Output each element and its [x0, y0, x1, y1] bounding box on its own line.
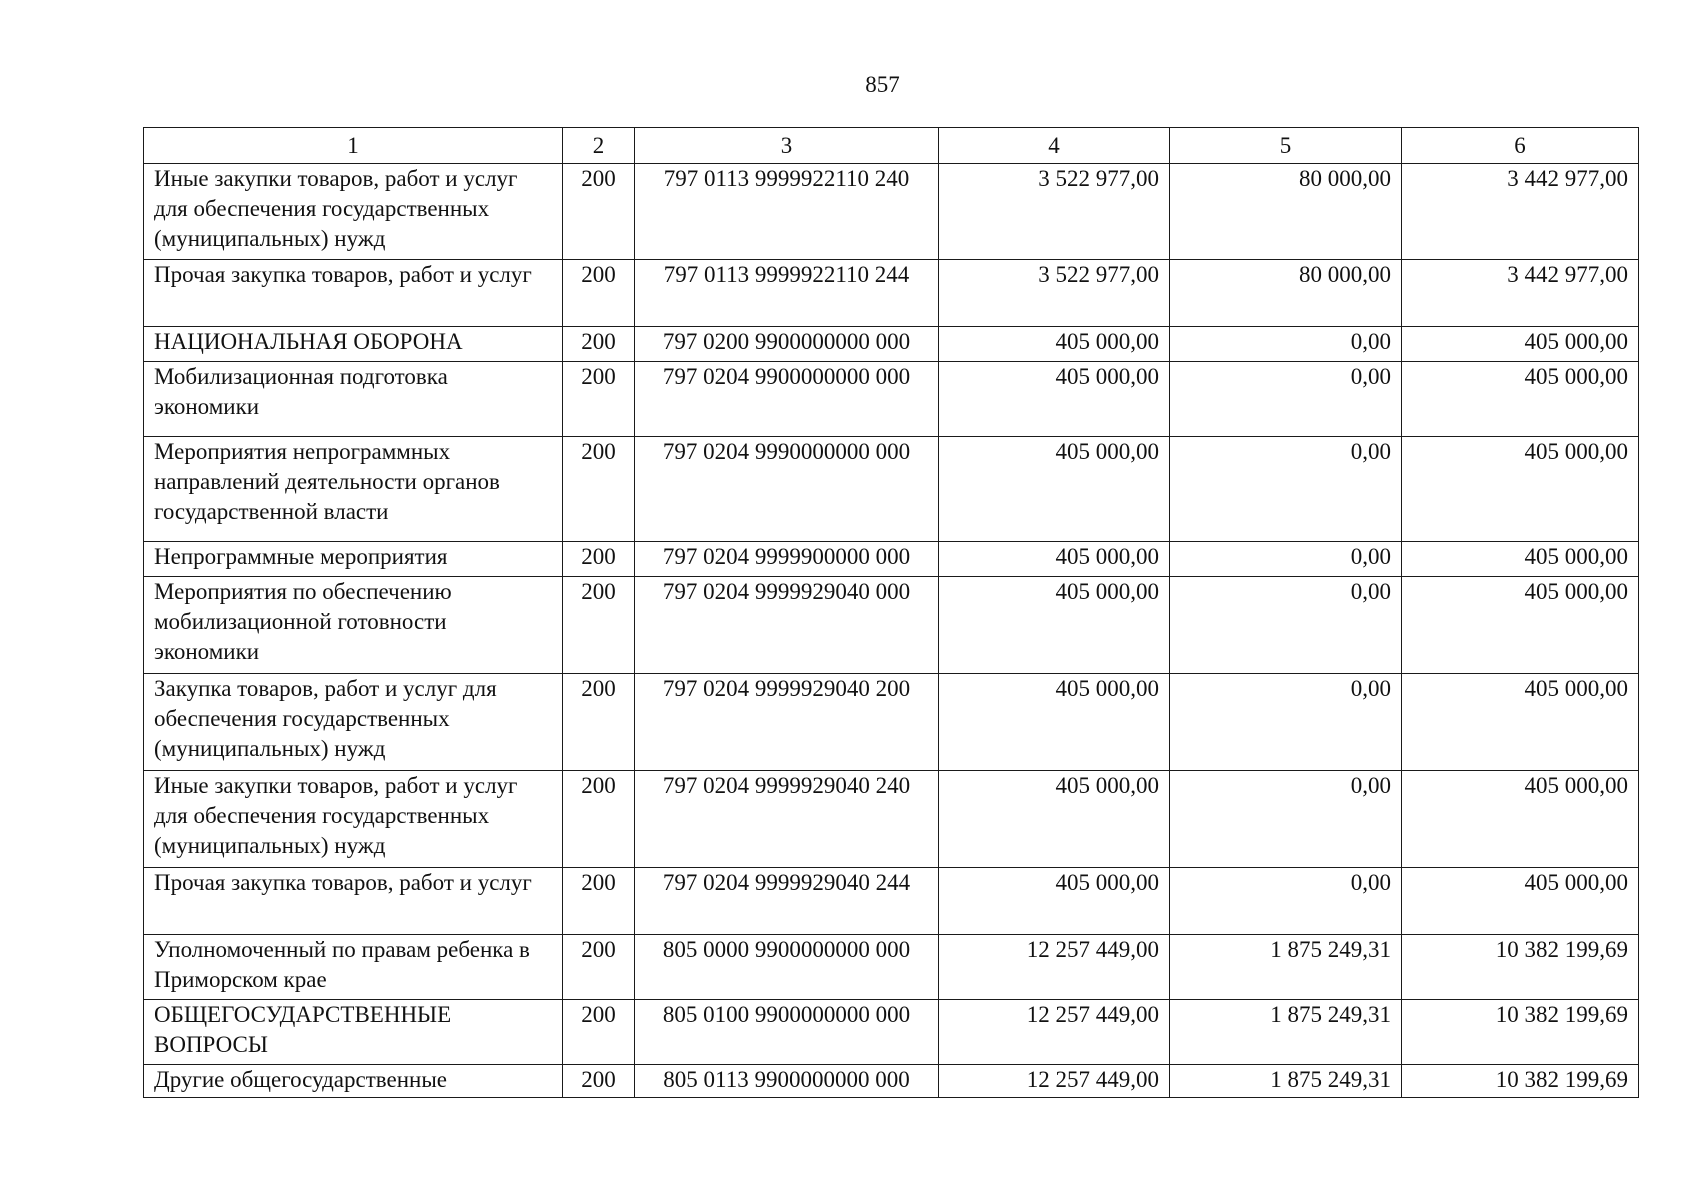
table-row — [144, 260, 1639, 327]
table-row — [144, 1065, 1639, 1098]
table-row — [144, 362, 1639, 437]
row-value-4: 405 000,00 — [939, 327, 1170, 362]
row-name: НАЦИОНАЛЬНАЯ ОБОРОНА — [144, 327, 563, 362]
row-code: 200 — [563, 327, 635, 362]
row-code: 200 — [563, 260, 635, 327]
row-value-4: 12 257 449,00 — [939, 1065, 1170, 1098]
row-value-5: 1 875 249,31 — [1170, 935, 1402, 1000]
column-header: 2 — [563, 128, 635, 164]
row-value-6: 405 000,00 — [1402, 542, 1639, 577]
table-header-row — [144, 128, 1639, 164]
row-kbk: 805 0000 9900000000 000 — [635, 935, 939, 1000]
row-value-5: 0,00 — [1170, 577, 1402, 674]
row-value-6: 405 000,00 — [1402, 771, 1639, 868]
table-row — [144, 577, 1639, 674]
row-name: Прочая закупка товаров, работ и услуг — [144, 868, 563, 935]
row-value-5: 0,00 — [1170, 542, 1402, 577]
row-name: Непрограммные мероприятия — [144, 542, 563, 577]
row-value-4: 405 000,00 — [939, 868, 1170, 935]
row-kbk: 797 0204 9999929040 000 — [635, 577, 939, 674]
row-value-4: 3 522 977,00 — [939, 164, 1170, 260]
row-value-6: 405 000,00 — [1402, 868, 1639, 935]
row-code: 200 — [563, 362, 635, 437]
table-row — [144, 542, 1639, 577]
row-code: 200 — [563, 868, 635, 935]
row-name: Другие общегосударственные — [144, 1065, 563, 1098]
table-row — [144, 164, 1639, 260]
row-value-6: 10 382 199,69 — [1402, 1065, 1639, 1098]
row-value-5: 1 875 249,31 — [1170, 1000, 1402, 1065]
row-kbk: 797 0204 9999929040 240 — [635, 771, 939, 868]
row-value-4: 405 000,00 — [939, 577, 1170, 674]
row-value-5: 0,00 — [1170, 771, 1402, 868]
row-value-6: 10 382 199,69 — [1402, 1000, 1639, 1065]
table-row — [144, 437, 1639, 542]
row-code: 200 — [563, 437, 635, 542]
row-value-4: 405 000,00 — [939, 771, 1170, 868]
row-value-4: 12 257 449,00 — [939, 935, 1170, 1000]
row-value-4: 405 000,00 — [939, 437, 1170, 542]
row-code: 200 — [563, 771, 635, 868]
column-header: 4 — [939, 128, 1170, 164]
column-header: 6 — [1402, 128, 1639, 164]
row-name: Иные закупки товаров, работ и услуг для обеспечения государственных (муниципальных) нужд — [144, 771, 563, 868]
row-value-5: 0,00 — [1170, 868, 1402, 935]
row-value-6: 405 000,00 — [1402, 327, 1639, 362]
column-header: 1 — [144, 128, 563, 164]
row-kbk: 805 0100 9900000000 000 — [635, 1000, 939, 1065]
row-name: Закупка товаров, работ и услуг для обеспечения государственных (муниципальных) нужд — [144, 674, 563, 771]
row-kbk: 797 0113 9999922110 244 — [635, 260, 939, 327]
table-row — [144, 1000, 1639, 1065]
table-row — [144, 935, 1639, 1000]
table-row — [144, 327, 1639, 362]
row-kbk: 797 0204 9999900000 000 — [635, 542, 939, 577]
row-code: 200 — [563, 164, 635, 260]
row-value-4: 405 000,00 — [939, 542, 1170, 577]
table-row — [144, 674, 1639, 771]
row-value-6: 405 000,00 — [1402, 437, 1639, 542]
row-code: 200 — [563, 1000, 635, 1065]
row-kbk: 797 0200 9900000000 000 — [635, 327, 939, 362]
row-value-5: 0,00 — [1170, 437, 1402, 542]
row-value-6: 405 000,00 — [1402, 577, 1639, 674]
row-value-4: 405 000,00 — [939, 362, 1170, 437]
row-value-6: 3 442 977,00 — [1402, 260, 1639, 327]
row-name: ОБЩЕГОСУДАРСТВЕННЫЕ ВОПРОСЫ — [144, 1000, 563, 1065]
row-value-5: 80 000,00 — [1170, 260, 1402, 327]
row-value-6: 3 442 977,00 — [1402, 164, 1639, 260]
row-kbk: 797 0204 9999929040 244 — [635, 868, 939, 935]
table-row — [144, 771, 1639, 868]
row-value-5: 0,00 — [1170, 362, 1402, 437]
column-header: 3 — [635, 128, 939, 164]
row-value-6: 405 000,00 — [1402, 362, 1639, 437]
row-kbk: 797 0204 9999929040 200 — [635, 674, 939, 771]
row-code: 200 — [563, 542, 635, 577]
row-name: Уполномоченный по правам ребенка в Приморском крае — [144, 935, 563, 1000]
row-name: Мероприятия по обеспечению мобилизационной готовности экономики — [144, 577, 563, 674]
row-kbk: 797 0204 9990000000 000 — [635, 437, 939, 542]
row-value-5: 0,00 — [1170, 674, 1402, 771]
row-kbk: 805 0113 9900000000 000 — [635, 1065, 939, 1098]
row-value-4: 3 522 977,00 — [939, 260, 1170, 327]
row-name: Мобилизационная подготовка экономики — [144, 362, 563, 437]
row-value-4: 12 257 449,00 — [939, 1000, 1170, 1065]
row-code: 200 — [563, 935, 635, 1000]
row-value-5: 1 875 249,31 — [1170, 1065, 1402, 1098]
row-name: Иные закупки товаров, работ и услуг для обеспечения государственных (муниципальных) нужд — [144, 164, 563, 260]
row-value-4: 405 000,00 — [939, 674, 1170, 771]
column-header: 5 — [1170, 128, 1402, 164]
row-value-5: 80 000,00 — [1170, 164, 1402, 260]
row-code: 200 — [563, 577, 635, 674]
row-code: 200 — [563, 1065, 635, 1098]
row-name: Прочая закупка товаров, работ и услуг — [144, 260, 563, 327]
page-number: 857 — [865, 72, 900, 97]
row-name: Мероприятия непрограммных направлений деятельности органов государственной власти — [144, 437, 563, 542]
row-value-6: 405 000,00 — [1402, 674, 1639, 771]
row-kbk: 797 0204 9900000000 000 — [635, 362, 939, 437]
row-code: 200 — [563, 674, 635, 771]
table-row — [144, 868, 1639, 935]
budget-table — [143, 127, 1639, 1098]
row-kbk: 797 0113 9999922110 240 — [635, 164, 939, 260]
row-value-6: 10 382 199,69 — [1402, 935, 1639, 1000]
row-value-5: 0,00 — [1170, 327, 1402, 362]
